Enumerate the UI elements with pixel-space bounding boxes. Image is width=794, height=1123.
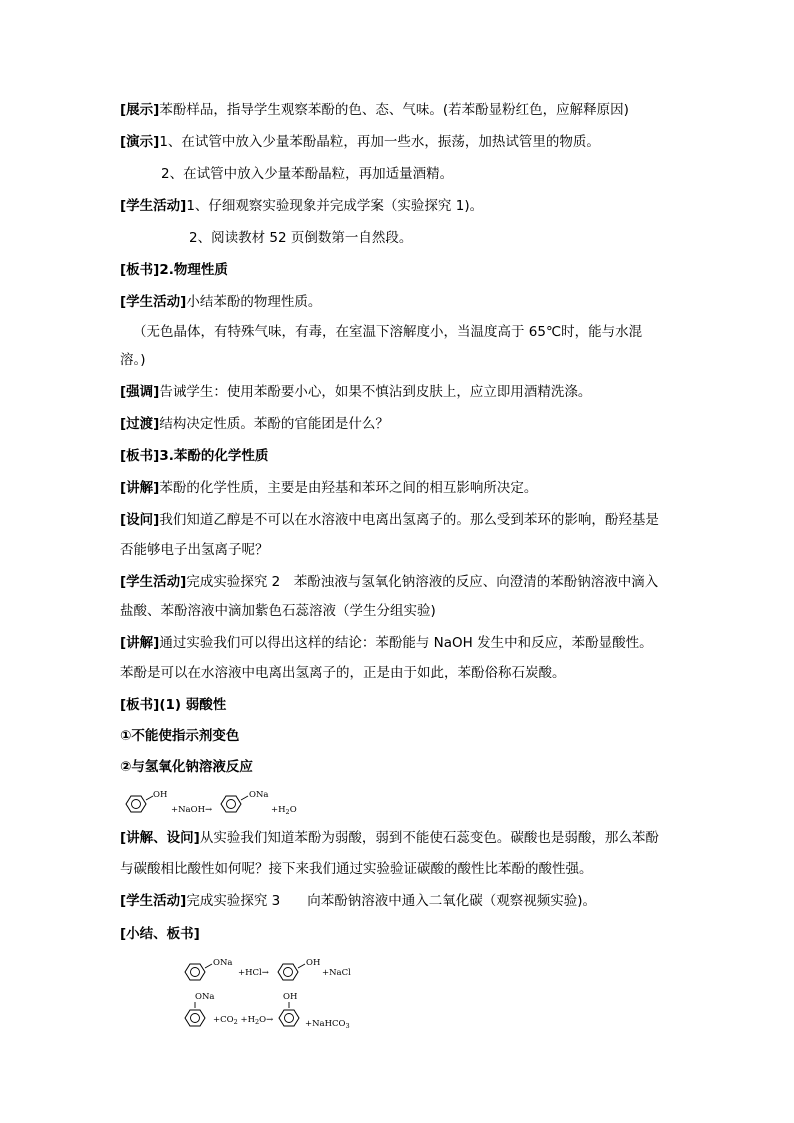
equation-phenoxide-co2 xyxy=(180,989,380,1037)
paragraph-demo-2 xyxy=(161,165,453,183)
paragraph-student-activity-1 xyxy=(120,197,483,215)
tag-emphasis: [强调] xyxy=(120,384,160,400)
paragraph-question-1b xyxy=(120,541,269,559)
text-point-1: ①不能使指示剂变色 xyxy=(120,728,240,744)
group-oh: OH xyxy=(306,958,321,968)
paragraph-explain-2 xyxy=(120,634,653,652)
paragraph-emphasis xyxy=(120,383,591,401)
paragraph-transition xyxy=(120,415,389,433)
reagent-naoh: +NaOH→ xyxy=(171,805,213,815)
tag-summary-board: [小结、板书] xyxy=(120,926,200,942)
text-experiment-2: 完成实验探究 2 苯酚浊液与氢氧化钠溶液的反应、向澄清的苯酚钠溶液中滴入 xyxy=(186,574,659,590)
tag-student-activity: [学生活动] xyxy=(120,198,187,214)
paragraph-explain-question xyxy=(120,829,659,847)
paragraph-physical-desc-1 xyxy=(133,323,642,341)
tag-board: [板书] xyxy=(120,262,160,278)
benzene-ring-icon xyxy=(126,796,146,812)
text-question-1b: 否能够电子出氢离子呢？ xyxy=(120,542,269,558)
tag-explain: [讲解] xyxy=(120,635,160,651)
tag-display: [展示] xyxy=(120,102,160,118)
paragraph-display xyxy=(120,101,629,119)
paragraph-question-1 xyxy=(120,511,659,529)
tag-demo: [演示] xyxy=(120,134,160,150)
text-student-activity-1: 1、仔细观察实验现象并完成学案（实验探究 1)。 xyxy=(186,198,484,214)
paragraph-student-activity-2 xyxy=(189,229,412,247)
reagent-co2-h2o: $+CO_2 +H_2O\to$ xyxy=(213,1015,274,1026)
tag-student-activity: [学生活动] xyxy=(120,574,187,590)
text-demo-2: 2、在试管中放入少量苯酚晶粒，再加适量酒精。 xyxy=(161,166,454,182)
paragraph-summary xyxy=(120,293,321,311)
group-oh: OH xyxy=(153,790,168,800)
point-1 xyxy=(120,727,239,745)
paragraph-board-chemical xyxy=(120,447,268,465)
text-student-activity-2: 2、阅读教材 52 页倒数第一自然段。 xyxy=(189,230,413,246)
text-summary: 小结苯酚的物理性质。 xyxy=(186,294,322,310)
tag-board: [板书] xyxy=(120,697,160,713)
benzene-ring-icon xyxy=(278,964,298,980)
text-experiment-3: 完成实验探究 3 向苯酚钠溶液中通入二氧化碳（观察视频实验)。 xyxy=(186,893,596,909)
paragraph-summary-board xyxy=(120,925,200,943)
tag-student-activity: [学生活动] xyxy=(120,893,187,909)
benzene-ring-icon xyxy=(185,1010,205,1026)
paragraph-physical-desc-2 xyxy=(120,351,146,369)
equation-phenol-naoh xyxy=(120,787,320,821)
text-explain-question: 从实验我们知道苯酚为弱酸，弱到不能使石蕊变色。碳酸也是弱酸，那么苯酚 xyxy=(199,830,659,846)
benzene-ring-icon xyxy=(221,796,241,812)
tag-student-activity: [学生活动] xyxy=(120,294,187,310)
paragraph-explain-1 xyxy=(120,479,537,497)
text-explain-1: 苯酚的化学性质，主要是由羟基和苯环之间的相互影响所决定。 xyxy=(159,480,538,496)
reagent-hcl: +HCl→ xyxy=(238,968,269,978)
heading-chemical-properties: 3.苯酚的化学性质 xyxy=(159,448,269,464)
paragraph-explain-2b xyxy=(120,664,566,682)
tag-explain-question: [讲解、设问] xyxy=(120,830,200,846)
benzene-ring-icon xyxy=(279,1010,299,1026)
group-ona: ONa xyxy=(249,790,269,800)
heading-physical-properties: 2.物理性质 xyxy=(159,262,228,278)
tag-explain: [讲解] xyxy=(120,480,160,496)
paragraph-board-physical xyxy=(120,261,228,279)
text-display: 苯酚样品，指导学生观察苯酚的色、态、气味。(若苯酚显粉红色，应解释原因) xyxy=(159,102,629,118)
text-physical-desc-1: （无色晶体，有特殊气味，有毒，在室温下溶解度小，当温度高于 65℃时，能与水混 xyxy=(133,324,643,340)
text-explain-2b: 苯酚是可以在水溶液中电离出氢离子的，正是由于如此，苯酚俗称石炭酸。 xyxy=(120,665,566,681)
tag-board: [板书] xyxy=(120,448,160,464)
paragraph-demo-1 xyxy=(120,133,600,151)
group-ona: ONa xyxy=(195,992,215,1002)
paragraph-experiment-2b xyxy=(120,602,436,620)
text-demo-1: 1、在试管中放入少量苯酚晶粒，再加一些水，振荡，加热试管里的物质。 xyxy=(159,134,600,150)
paragraph-explain-question-b xyxy=(120,860,593,878)
text-explain-question-b: 与碳酸相比酸性如何呢？接下来我们通过实验验证碳酸的酸性比苯酚的酸性强。 xyxy=(120,861,593,877)
text-question-1: 我们知道乙醇是不可以在水溶液中电离出氢离子的。那么受到苯环的影响，酚羟基是 xyxy=(159,512,659,528)
text-experiment-2b: 盐酸、苯酚溶液中滴加紫色石蕊溶液（学生分组实验) xyxy=(120,603,436,619)
heading-weak-acid: (1) 弱酸性 xyxy=(159,697,227,713)
text-explain-2: 通过实验我们可以得出这样的结论：苯酚能与 NaOH 发生中和反应，苯酚显酸性。 xyxy=(159,635,653,651)
paragraph-board-weak-acid xyxy=(120,696,226,714)
group-ona: ONa xyxy=(213,958,233,968)
product-nahco3: +NaHCO$_3$ xyxy=(305,1019,350,1030)
text-emphasis: 告诫学生：使用苯酚要小心，如果不慎沾到皮肤上，应立即用酒精洗涤。 xyxy=(159,384,592,400)
text-physical-desc-2: 溶。) xyxy=(120,352,146,368)
group-oh: OH xyxy=(283,992,298,1002)
tag-transition: [过渡] xyxy=(120,416,160,432)
paragraph-experiment-2 xyxy=(120,573,658,591)
product-nacl: +NaCl xyxy=(322,968,351,978)
tag-question: [设问] xyxy=(120,512,160,528)
paragraph-experiment-3 xyxy=(120,892,596,910)
text-point-2: ②与氢氧化钠溶液反应 xyxy=(120,759,253,775)
point-2 xyxy=(120,758,253,776)
text-transition: 结构决定性质。苯酚的官能团是什么？ xyxy=(159,416,389,432)
equation-phenoxide-hcl xyxy=(180,955,380,989)
product-water: $+H_2O$ xyxy=(271,805,297,816)
benzene-ring-icon xyxy=(185,964,205,980)
